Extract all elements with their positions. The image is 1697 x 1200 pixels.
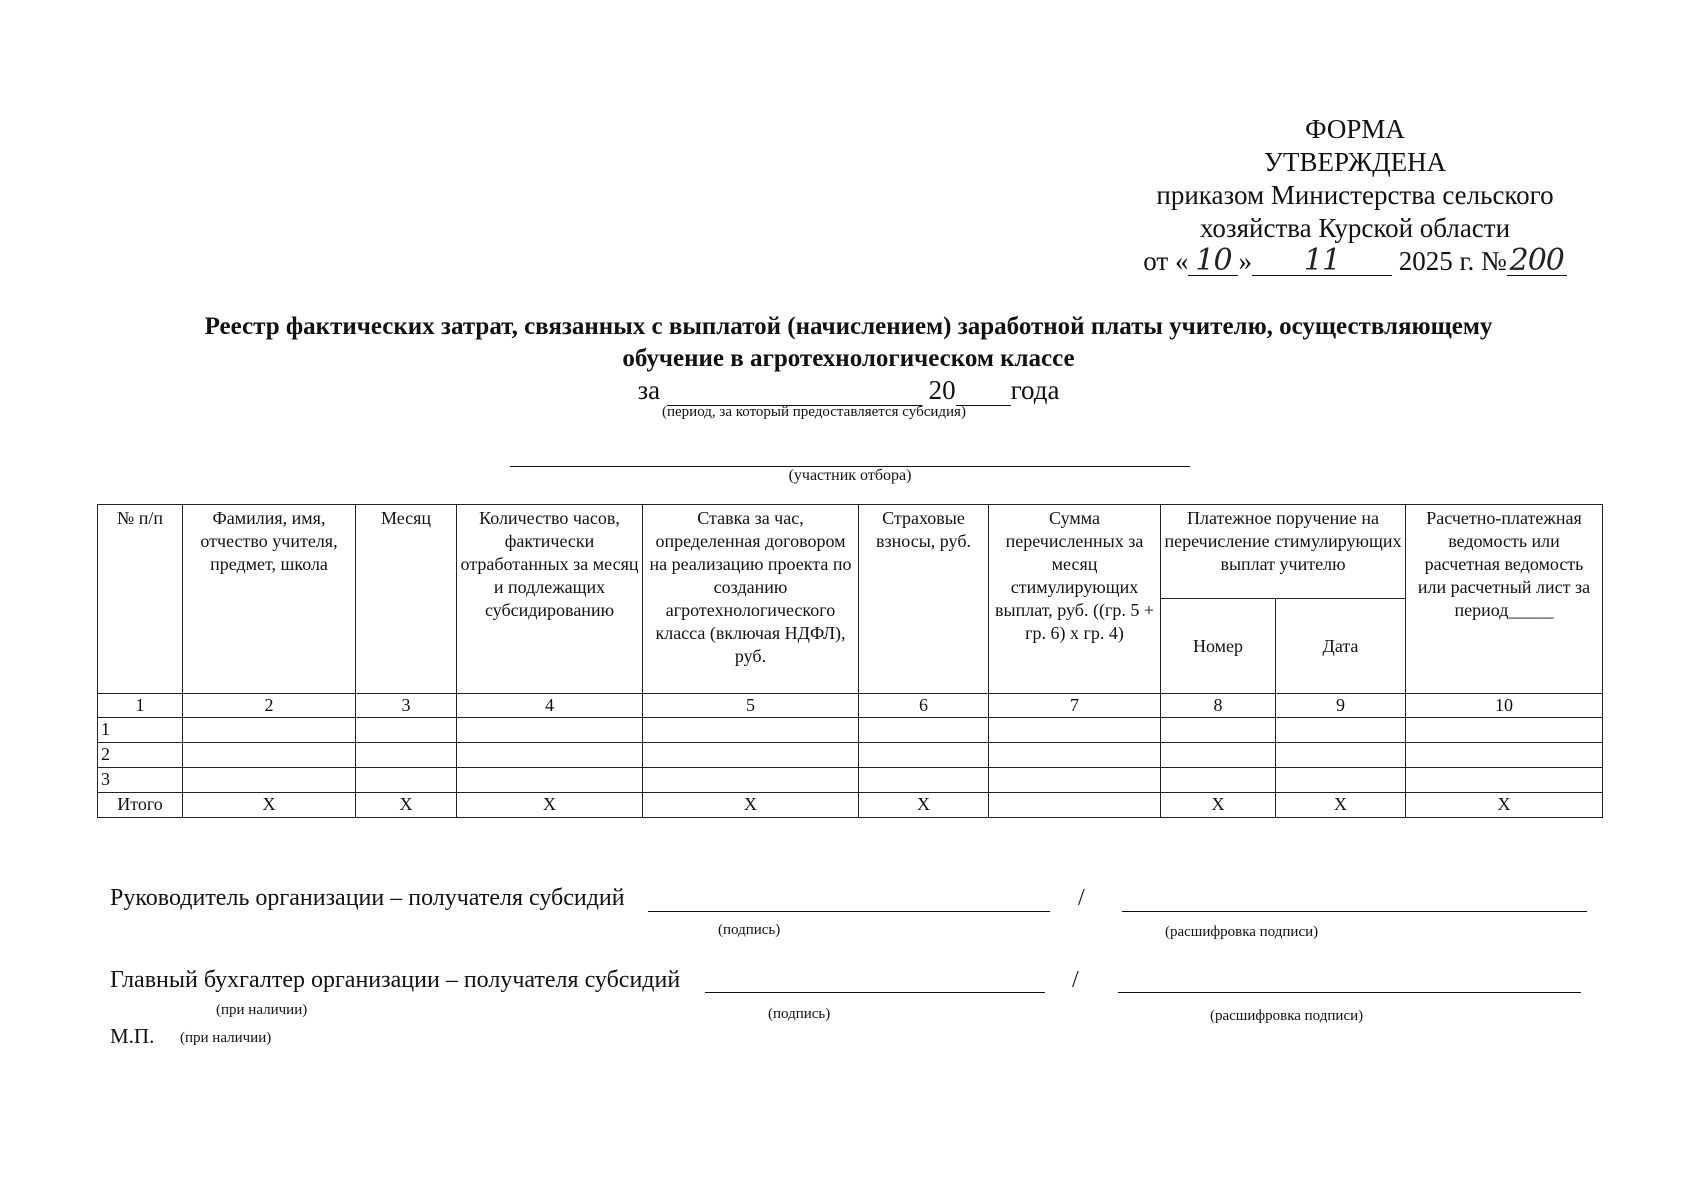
total-cell: Х <box>1406 793 1603 818</box>
head-signature-line[interactable] <box>648 911 1050 912</box>
col-num: 10 <box>1406 694 1603 718</box>
header-number: Номер <box>1161 599 1276 694</box>
cell-teacher[interactable] <box>183 743 356 768</box>
order-year-text: 2025 г. № <box>1398 246 1507 276</box>
total-cell: Х <box>859 793 989 818</box>
approval-block <box>1120 113 1590 278</box>
period-year-blank <box>956 379 1011 406</box>
cell-rate[interactable] <box>643 743 859 768</box>
document-title <box>60 311 1637 375</box>
col-num: 3 <box>356 694 457 718</box>
cell-number[interactable] <box>1161 718 1276 743</box>
total-cell: Х <box>356 793 457 818</box>
head-decode-line[interactable] <box>1122 911 1587 912</box>
accountant-label: Главный бухгалтер организации – получателя субсидий <box>110 967 681 993</box>
cell-payroll[interactable] <box>1406 743 1603 768</box>
stamp-hint: (при наличии) <box>180 1030 272 1046</box>
head-slash: / <box>1078 885 1085 911</box>
accountant-signature-line[interactable] <box>705 992 1045 993</box>
cell-payroll[interactable] <box>1406 718 1603 743</box>
header-payment-order: Платежное поручение на перечисление стимулирующих выплат учителю <box>1161 505 1406 599</box>
col-num: 6 <box>859 694 989 718</box>
accountant-presence-hint: (при наличии) <box>216 1002 308 1018</box>
row-index: 2 <box>98 743 183 768</box>
cell-number[interactable] <box>1161 768 1276 793</box>
header-date: Дата <box>1276 599 1406 694</box>
total-cell: Х <box>183 793 356 818</box>
title-line-2: обучение в агротехнологическом классе <box>622 345 1075 372</box>
register-table <box>97 504 1603 818</box>
date-close: » <box>1238 246 1252 276</box>
col-num: 5 <box>643 694 859 718</box>
cell-payroll[interactable] <box>1406 768 1603 793</box>
period-suffix: года <box>1010 375 1060 405</box>
cell-insurance[interactable] <box>859 718 989 743</box>
col-num: 2 <box>183 694 356 718</box>
col-num: 7 <box>989 694 1161 718</box>
cell-month[interactable] <box>356 743 457 768</box>
ministry-text: хозяйства Курской области <box>1199 213 1511 243</box>
header-teacher: Фамилия, имя, отчество учителя, предмет, школа <box>183 505 356 694</box>
cell-rate[interactable] <box>643 718 859 743</box>
total-cell: Х <box>457 793 643 818</box>
cell-date[interactable] <box>1276 743 1406 768</box>
table-row <box>98 743 1603 768</box>
header-insurance: Страховые взносы, руб. <box>859 505 989 694</box>
header-month: Месяц <box>356 505 457 694</box>
cell-date[interactable] <box>1276 718 1406 743</box>
order-month: 11 <box>1252 247 1392 276</box>
period-line <box>0 375 1697 406</box>
total-row <box>98 793 1603 818</box>
cell-insurance[interactable] <box>859 768 989 793</box>
head-label: Руководитель организации – получателя субсидий <box>110 885 625 911</box>
accountant-slash: / <box>1072 967 1079 993</box>
table-row <box>98 768 1603 793</box>
header-sum: Сумма перечисленных за месяц стимулирующих выплат, руб. ((гр. 5 + гр. 6) х гр. 4) <box>989 505 1161 694</box>
cell-rate[interactable] <box>643 768 859 793</box>
participant-hint: (участник отбора) <box>788 467 912 484</box>
accountant-sign-hint: (подпись) <box>768 1006 831 1022</box>
cell-hours[interactable] <box>457 743 643 768</box>
date-prefix: от « <box>1143 246 1189 276</box>
header-rate: Ставка за час, определенная договором на реализацию проекта по созданию агротехнологического класса (включая НДФЛ), руб. <box>643 505 859 694</box>
head-sign-hint: (подпись) <box>718 922 781 938</box>
period-prefix: за <box>637 375 661 405</box>
cell-hours[interactable] <box>457 718 643 743</box>
header-row-1 <box>98 505 1603 599</box>
cell-sum[interactable] <box>989 743 1161 768</box>
period-hint: (период, за который предоставляется субсидия) <box>662 404 966 420</box>
order-date-line <box>1120 245 1590 278</box>
cell-sum[interactable] <box>989 768 1161 793</box>
row-index: 1 <box>98 718 183 743</box>
cell-insurance[interactable] <box>859 743 989 768</box>
header-hours: Количество часов, фактически отработанных за месяц и подлежащих субсидированию <box>457 505 643 694</box>
approved-label: УТВЕРЖДЕНА <box>1263 147 1447 177</box>
order-day: 10 <box>1188 247 1238 276</box>
order-text: приказом Министерства сельского <box>1156 180 1554 210</box>
cell-teacher[interactable] <box>183 718 356 743</box>
row-index: 3 <box>98 768 183 793</box>
form-label: ФОРМА <box>1305 114 1405 144</box>
col-num: 9 <box>1276 694 1406 718</box>
header-payroll: Расчетно-платежная ведомость или расчетная ведомость или расчетный лист за период_____ <box>1406 505 1603 694</box>
total-cell: Х <box>1276 793 1406 818</box>
cell-sum[interactable] <box>989 718 1161 743</box>
cell-month[interactable] <box>356 768 457 793</box>
cell-month[interactable] <box>356 718 457 743</box>
total-sum-cell[interactable] <box>989 793 1161 818</box>
title-line-1: Реестр фактических затрат, связанных с выплатой (начислением) заработной платы учителю, осуществляющему <box>204 313 1493 340</box>
header-index: № п/п <box>98 505 183 694</box>
period-year-prefix: 20 <box>928 375 956 405</box>
total-cell: Х <box>643 793 859 818</box>
period-blank <box>667 379 922 406</box>
table-row <box>98 718 1603 743</box>
col-num: 4 <box>457 694 643 718</box>
col-num: 1 <box>98 694 183 718</box>
stamp-label: М.П. <box>110 1024 155 1048</box>
column-numbers-row <box>98 694 1603 718</box>
cell-number[interactable] <box>1161 743 1276 768</box>
accountant-decode-line[interactable] <box>1118 992 1581 993</box>
total-label: Итого <box>98 793 183 818</box>
order-number: 200 <box>1507 247 1567 276</box>
cell-hours[interactable] <box>457 768 643 793</box>
col-num: 8 <box>1161 694 1276 718</box>
total-cell: Х <box>1161 793 1276 818</box>
accountant-decode-hint: (расшифровка подписи) <box>1210 1008 1364 1024</box>
cell-date[interactable] <box>1276 768 1406 793</box>
cell-teacher[interactable] <box>183 768 356 793</box>
head-decode-hint: (расшифровка подписи) <box>1165 924 1319 940</box>
